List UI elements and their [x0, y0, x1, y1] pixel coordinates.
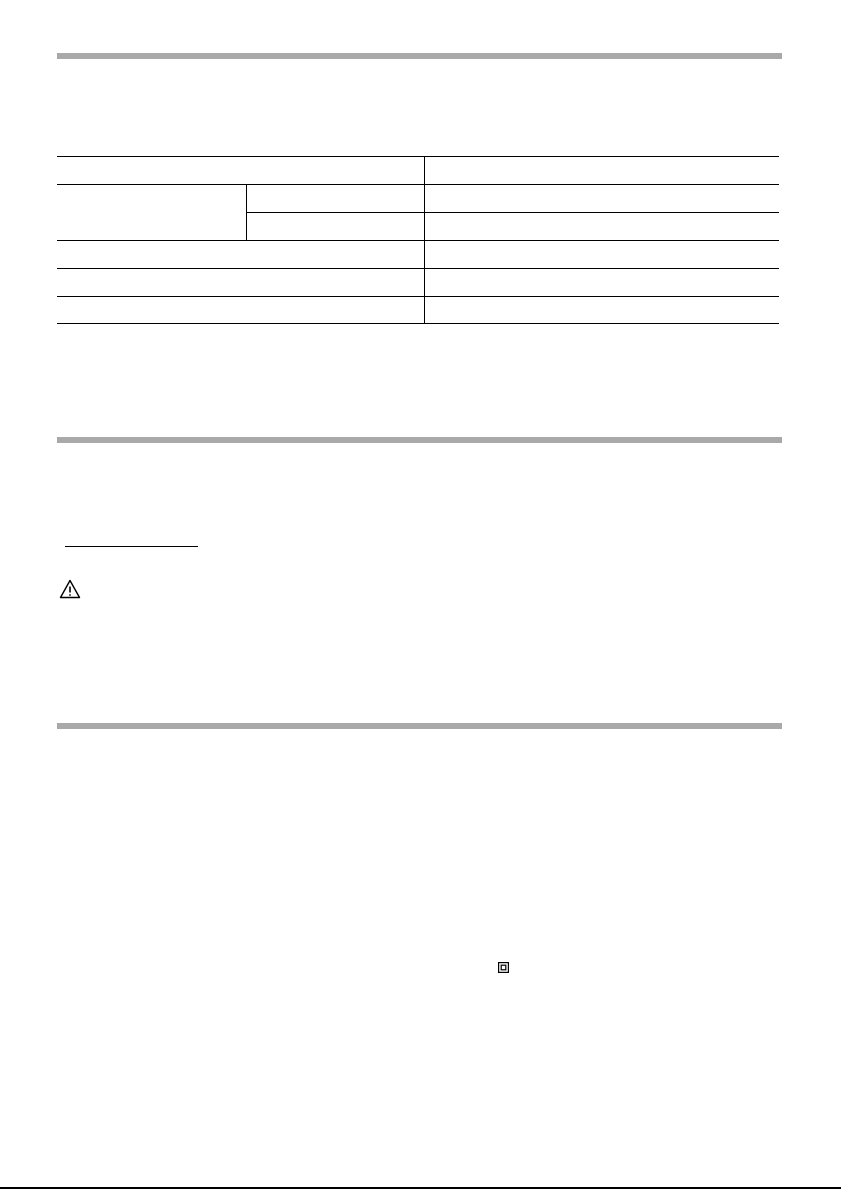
- specification-table: [57, 156, 779, 324]
- section-divider-middle: [57, 437, 782, 443]
- double-insulation-icon: [498, 962, 509, 973]
- table-row-border: [57, 296, 779, 297]
- table-row-border: [57, 240, 779, 241]
- table-cell-label: [57, 184, 246, 240]
- table-top-border: [57, 156, 779, 157]
- section-divider-bottom: [57, 723, 782, 729]
- page-footer-rule: [0, 1187, 841, 1189]
- table-column-divider: [424, 156, 425, 324]
- heading-underline: [65, 546, 198, 547]
- table-subcolumn-divider: [246, 184, 247, 240]
- warning-triangle-icon: [59, 579, 81, 599]
- section-divider-top: [57, 53, 782, 59]
- table-row-border: [57, 268, 779, 269]
- table-row-border: [246, 212, 779, 213]
- table-bottom-border: [57, 323, 779, 324]
